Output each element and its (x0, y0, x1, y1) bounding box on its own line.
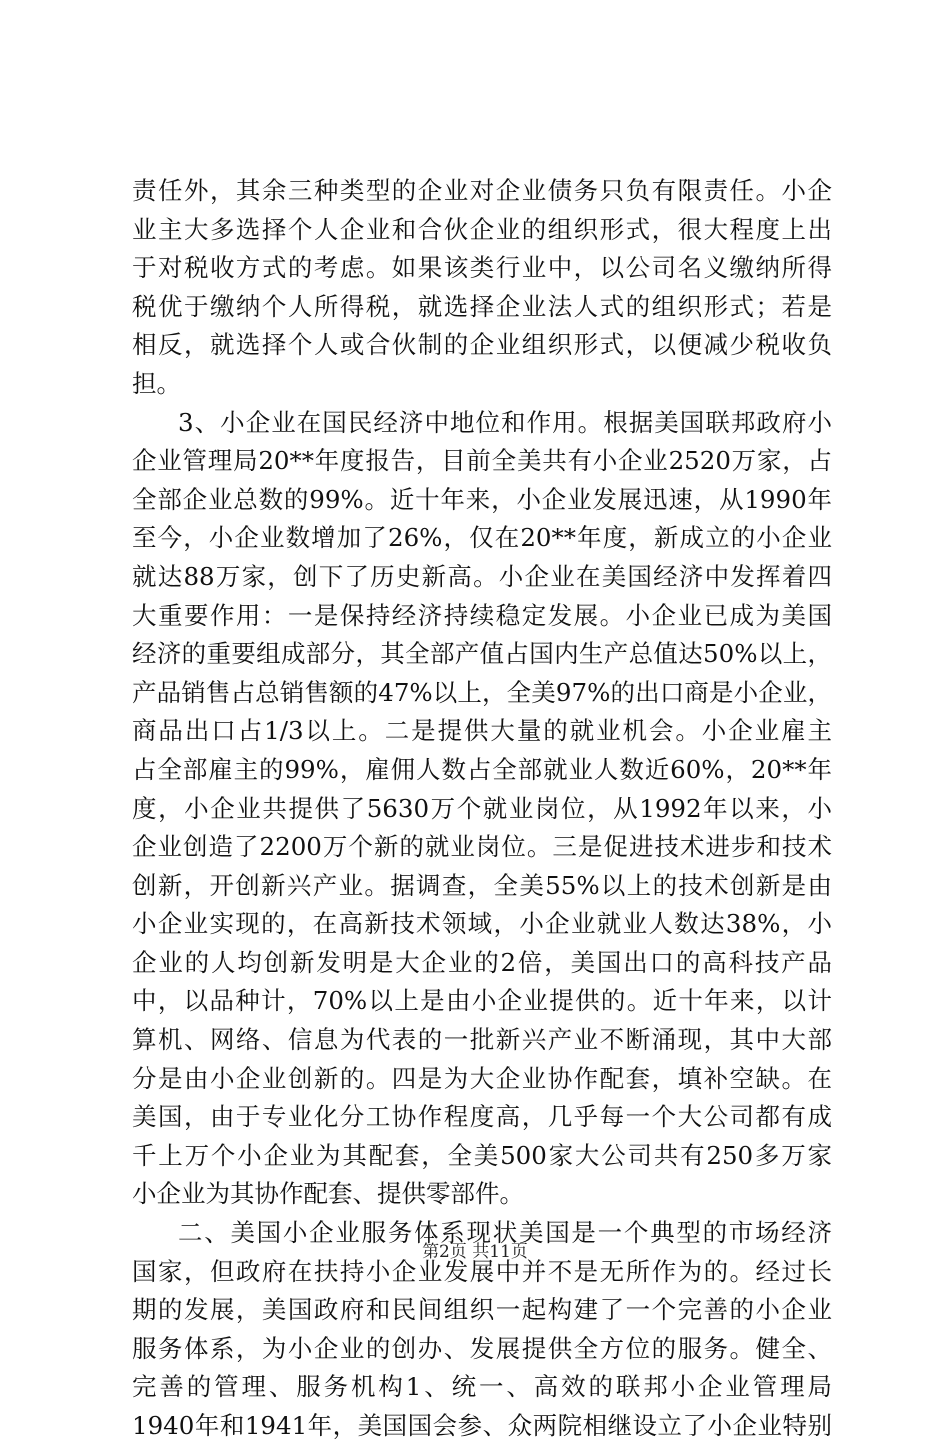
text-line: 小企业实现的，在高新技术领域，小企业就业人数达38%，小 (132, 909, 832, 939)
text-line: 二、美国小企业服务体系现状美国是一个典型的市场经济 (178, 1218, 832, 1248)
text-line: 国家，但政府在扶持小企业发展中并不是无所作为的。经过长 (132, 1256, 832, 1286)
text-line: 产品销售占总销售额的47%以上，全美97%的出口商是小企业， (132, 677, 832, 707)
page-number-footer: 第2页 共11页 (422, 1242, 528, 1262)
text-line: 于对税收方式的考虑。如果该类行业中，以公司名义缴纳所得 (132, 253, 832, 283)
text-line: 相反，就选择个人或合伙制的企业组织形式，以便减少税收负 (132, 330, 832, 360)
text-line: 度，小企业共提供了5630万个就业岗位，从1992年以来，小 (132, 793, 832, 823)
text-line: 企业的人均创新发明是大企业的2倍，美国出口的高科技产品 (132, 947, 832, 977)
text-line: 算机、网络、信息为代表的一批新兴产业不断涌现，其中大部 (132, 1025, 832, 1055)
text-line: 经济的重要组成部分，其全部产值占国内生产总值达50%以上， (132, 639, 832, 669)
text-line: 就达88万家，创下了历史新高。小企业在美国经济中发挥着四 (132, 561, 832, 591)
text-line: 企业管理局20**年度报告，目前全美共有小企业2520万家，占 (132, 446, 832, 476)
text-line: 1940年和1941年，美国国会参、众两院相继设立了小企业特别 (132, 1411, 832, 1440)
text-line: 大重要作用：一是保持经济持续稳定发展。小企业已成为美国 (132, 600, 832, 630)
text-line: 千上万个小企业为其配套，全美500家大公司共有250多万家 (132, 1140, 832, 1170)
text-line: 业主大多选择个人企业和合伙企业的组织形式，很大程度上出 (132, 214, 832, 244)
text-line: 3、小企业在国民经济中地位和作用。根据美国联邦政府小 (178, 407, 832, 437)
text-line: 完善的管理、服务机构1、统一、高效的联邦小企业管理局 (132, 1372, 832, 1402)
text-line: 责任外，其余三种类型的企业对企业债务只负有限责任。小企 (132, 176, 832, 205)
text-line: 税优于缴纳个人所得税，就选择企业法人式的组织形式；若是 (132, 291, 832, 321)
text-line: 小企业为其协作配套、提供零部件。 (132, 1179, 524, 1209)
text-line: 担。 (132, 368, 181, 398)
text-line: 全部企业总数的99%。近十年来，小企业发展迅速，从1990年 (132, 484, 832, 514)
text-line: 至今，小企业数增加了26%，仅在20**年度，新成立的小企业 (132, 523, 832, 553)
text-line: 美国，由于专业化分工协作程度高，几乎每一个大公司都有成 (132, 1102, 832, 1132)
text-line: 中，以品种计，70%以上是由小企业提供的。近十年来，以计 (132, 986, 832, 1016)
text-line: 创新，开创新兴产业。据调查，全美55%以上的技术创新是由 (132, 870, 832, 900)
text-line: 分是由小企业创新的。四是为大企业协作配套，填补空缺。在 (132, 1063, 832, 1093)
text-line: 期的发展，美国政府和民间组织一起构建了一个完善的小企业 (132, 1295, 832, 1325)
text-line: 商品出口占1/3以上。二是提供大量的就业机会。小企业雇主 (132, 716, 832, 746)
text-line: 服务体系，为小企业的创办、发展提供全方位的服务。健全、 (132, 1333, 832, 1363)
text-line: 占全部雇主的99%，雇佣人数占全部就业人数近60%，20**年 (132, 754, 832, 784)
text-line: 企业创造了2200万个新的就业岗位。三是促进技术进步和技术 (132, 832, 832, 862)
